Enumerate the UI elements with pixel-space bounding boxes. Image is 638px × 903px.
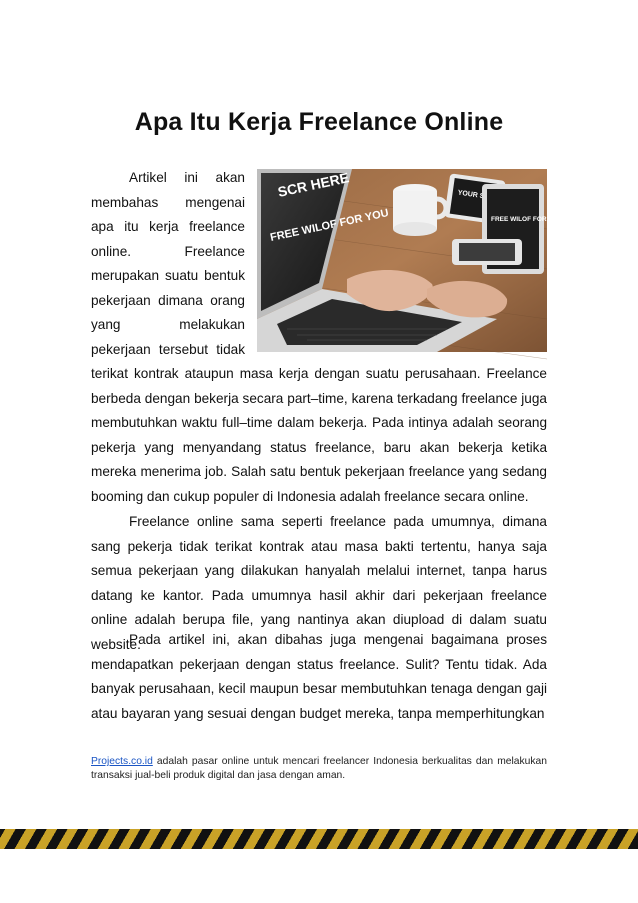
hazard-stripe-divider: [0, 829, 638, 849]
projects-link[interactable]: Projects.co.id: [91, 756, 153, 767]
footer-text: adalah pasar online untuk mencari freelancer Indonesia berkualitas dan melakukan transaksi jual-beli produk digital dan jasa dengan aman.: [91, 756, 547, 781]
phone-caption: YOUR: [457, 189, 479, 200]
footer-note: [91, 755, 547, 782]
screen-caption-2: FREE WILOF FOR YOU: [269, 207, 390, 244]
paragraph-1: Artikel ini akan membahas mengenai apa itu kerja freelance online. Freelance merupakan suatu bentuk pekerjaan dimana orang yang melakukan pekerjaan tersebut tidak terikat kontrak ataupun masa kerja dengan suatu perusahaan. Freelance berbeda dengan bekerja secara part–time, karena terkadang freelance juga membutuhkan waktu full–time dalam bekerja. Pada intinya adalah seorang pekerja yang menyandang status freelance, baru akan bekerja ketika mereka menerima job. Salah satu bentuk pekerjaan freelance yang sedang booming dan cukup populer di Indonesia adalah freelance secara online.: [91, 170, 547, 504]
paragraph-2: Freelance online sama seperti freelance pada umumnya, dimana sang pekerja tidak terikat kontrak atau masa bakti tertentu, hanya saja semua pekerjaan yang dilakukan hanyalah melalui internet, tanpa harus datang ke kantor. Pada umumnya hasil akhir dari pekerjaan freelance online adalah berupa file, yang nantinya akan diupload di dalam suatu website.: [91, 514, 547, 652]
laptop-photo: [257, 169, 563, 352]
page-title: Apa Itu Kerja Freelance Online: [134, 108, 504, 136]
tablet-caption: FREE WILOF FOR YOU: [491, 216, 563, 223]
paragraph-1-block: [91, 166, 563, 509]
paragraph-3: Pada artikel ini, akan dibahas juga mengenai bagaimana proses mendapatkan pekerjaan dengan status freelance. Sulit? Tentu tidak. Ada banyak perusahaan, kecil maupun besar membutuhkan tenaga dengan gaji atau bayaran yang sesuai dengan budget mereka, tanpa memperhitungkan: [91, 632, 547, 721]
paragraph-3-block: [91, 628, 547, 726]
screen-caption-1: SCR HERE: [276, 169, 351, 200]
